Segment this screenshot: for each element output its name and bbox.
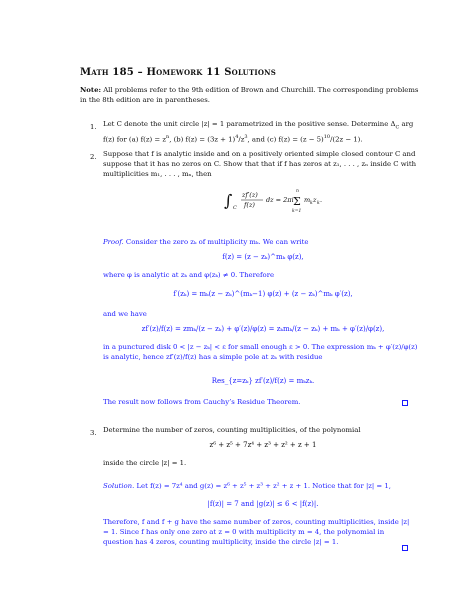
svg-text:n: n	[296, 189, 299, 194]
equation-f: f(z) = (z − zₖ)^mₖ φ(z),	[222, 253, 304, 261]
proof-line-4: in a punctured disk 0 < |z − zₖ| < ε for small enough ε > 0. The expression mₖ + φ′(z)/φ(z) is analytic, hence zf′(z)/f(z) has a simple pole at zₖ with residue	[103, 343, 418, 361]
svg-text:Σ: Σ	[293, 195, 301, 208]
problem-1-number: 1.	[90, 123, 97, 131]
svg-text:∫: ∫	[224, 191, 233, 210]
problem-1-text: Let C denote the unit circle |z| = 1 parametrized in the positive sense. Determine $\Delta_C$ arg f(z) for (a) $f(z) = z^n$, (b) $f(z) = (3z + 1)^4/z^3$, and (c) $f(z) = (z - 5)^{10}/(2z - 1)$.	[103, 120, 414, 144]
proof-line-2: where φ is analytic at zₖ and φ(zₖ) ≠ 0. Therefore	[103, 271, 275, 279]
svg-text:.: .	[320, 196, 323, 204]
note-label: Note:	[80, 86, 102, 94]
svg-text:k: k	[317, 201, 320, 206]
svg-text:k=1: k=1	[292, 209, 302, 214]
solution-conclusion: Therefore, f and f + g have the same number of zeros, counting multiplicities, inside |z| = 1. Since f has only one zero at z = 0 with multiplicity m = 4, the polynomial in question has 4 zeros, counting multiplicity, inside the circle |z| = 1.	[103, 518, 410, 546]
integral-equation	[103, 186, 423, 216]
svg-text:f(z): f(z)	[244, 201, 255, 209]
proof-line-1: Proof. Consider the zero zₖ of multiplicity mₖ. We can write	[103, 238, 309, 246]
problem-2-statement: Suppose that f is analytic inside and on a positively oriented simple closed contour C and suppose that it has no zeros on C. Show that that if f has zeros at z₁, . . . , zₙ inside C with multiplicities m₁, . . . , mₙ, then	[103, 150, 417, 178]
svg-text:dz = 2πi: dz = 2πi	[266, 196, 294, 204]
solution-label: Solution.	[103, 482, 135, 490]
proof-label: Proof.	[103, 238, 124, 246]
svg-text:k: k	[310, 201, 313, 206]
proof-line-3: and we have	[103, 310, 147, 318]
qed-box-icon-2	[402, 545, 408, 551]
equation-bound: |f(z)| = 7 and |g(z)| ≤ 6 < |f(z)|.	[207, 500, 319, 508]
note-text: All problems refer to the 9th edition of Brown and Churchill. The corresponding problems in the 8th edition are in parentheses.	[80, 86, 419, 104]
svg-text:m: m	[304, 196, 311, 204]
svg-text:zf′(z): zf′(z)	[242, 191, 258, 199]
polynomial: z⁶ + z⁵ + 7z⁴ + z³ + z² + z + 1	[209, 441, 317, 449]
equation-ratio: zf′(z)/f(z) = zmₖ/(z − zₖ) + φ′(z)/φ(z) = zₖmₖ/(z − zₖ) + mₖ + φ′(z)/φ(z),	[141, 325, 385, 333]
svg-text:z: z	[313, 196, 317, 204]
equation-residue: Res_{z=zₖ} zf′(z)/f(z) = mₖzₖ.	[211, 377, 315, 385]
problem-3-line-2: inside the circle |z| = 1.	[103, 459, 187, 467]
solution-line-1: Solution. Let f(z) = 7z⁴ and g(z) = z⁶ + z⁵ + z³ + z² + z + 1. Notice that for |z| = 1,	[103, 482, 391, 490]
problem-2-number: 2.	[90, 153, 97, 161]
equation-fprime: f′(zₖ) = mₖ(z − zₖ)^(mₖ−1) φ(z) + (z − zₖ)^mₖ φ′(z),	[173, 290, 353, 298]
proof-line-5: The result now follows from Cauchy’s Residue Theorem.	[103, 398, 301, 406]
page-title: Math 185 – Homework 11 Solutions	[80, 67, 277, 78]
svg-text:C: C	[233, 205, 237, 211]
problem-3-number: 3.	[90, 429, 97, 437]
problem-3-statement: Determine the number of zeros, counting multiplicities, of the polynomial	[103, 426, 361, 434]
qed-box-icon	[402, 400, 408, 406]
integral-equation-graphic	[103, 186, 423, 216]
note-paragraph	[80, 85, 420, 105]
